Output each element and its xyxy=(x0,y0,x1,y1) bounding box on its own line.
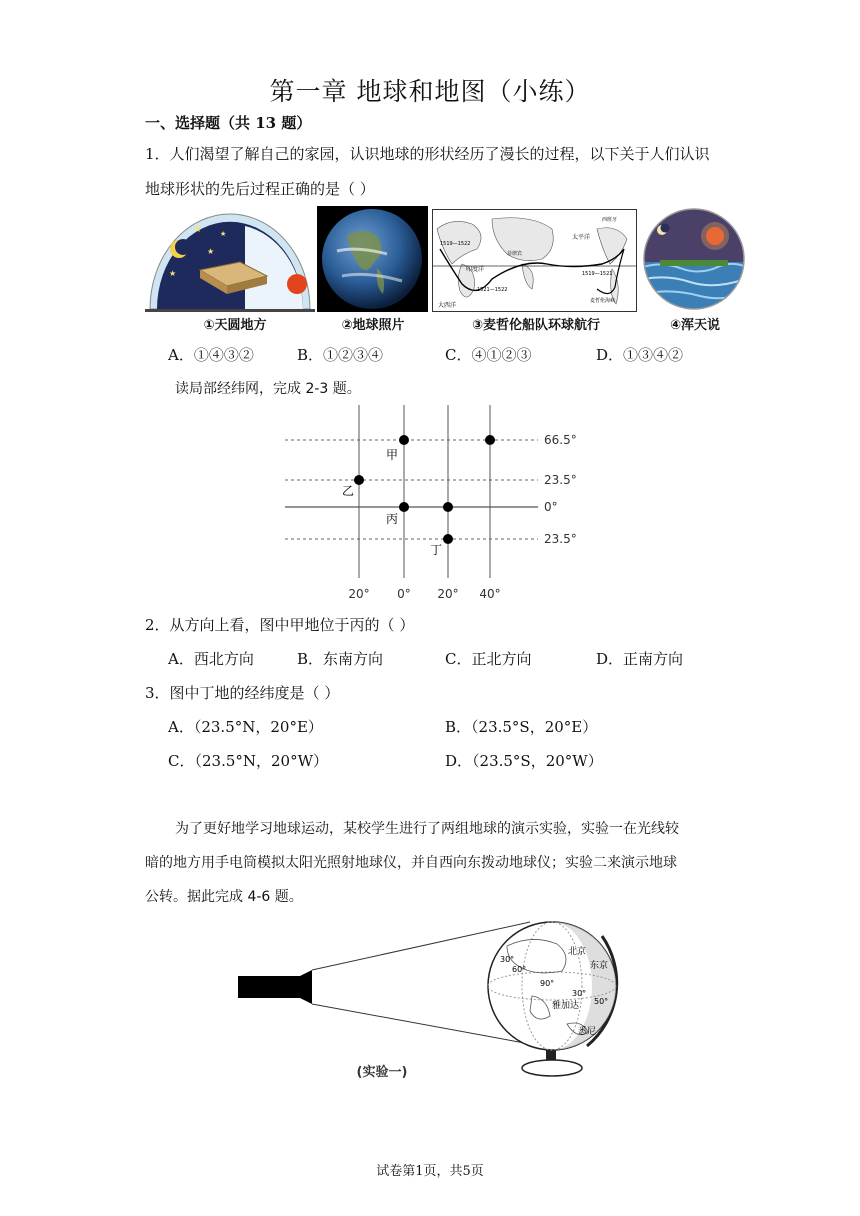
q1-option-a[interactable]: A．①④③② xyxy=(168,346,254,364)
map-label-strait: 麦哲伦海峡 xyxy=(590,298,616,304)
globe-base xyxy=(522,1060,582,1076)
q3-option-a[interactable]: A．（23.5°N，20°E） xyxy=(168,718,323,736)
globe-label-60: 60° xyxy=(512,965,527,974)
section-heading: 一、选择题（共 13 题） xyxy=(145,114,312,132)
label-yi: 乙 xyxy=(342,484,355,498)
q1-stem-line1: 1．人们渴望了解自己的家园，认识地球的形状经历了漫长的过程，以下关于人们认识 xyxy=(145,145,710,163)
q2-option-b[interactable]: B．东南方向 xyxy=(297,650,384,668)
caption-4: ④浑天说 xyxy=(669,318,720,333)
globe-label-sydney: 悉尼 xyxy=(578,1027,597,1037)
lon-label-0: 0° xyxy=(397,587,411,601)
globe-label-50: 50° xyxy=(594,997,609,1006)
globe-label-30b: 30° xyxy=(572,989,587,998)
point-yi xyxy=(354,475,364,485)
point-ding xyxy=(443,534,453,544)
lat-label-23-5n: 23.5° xyxy=(544,473,577,487)
map-label-years-c: 1519—1521 xyxy=(582,271,613,277)
q3-stem: 3．图中丁地的经纬度是（ ） xyxy=(145,684,340,702)
map-label-spain: 西班牙 xyxy=(602,217,618,223)
globe-label-beijing: 北京 xyxy=(568,947,587,957)
map-label-philippines: 菲律宾 xyxy=(507,251,523,257)
q2-stem: 2．从方向上看，图中甲地位于丙的（ ） xyxy=(145,616,415,634)
point-jia xyxy=(399,435,409,445)
page-footer: 试卷第1页，共5页 xyxy=(376,1164,484,1179)
lat-label-66-5: 66.5° xyxy=(544,433,577,447)
map-label-pacific: 太平洋 xyxy=(572,234,591,241)
globe-label-tokyo: 东京 xyxy=(590,961,609,971)
intro-4-6-line1: 为了更好地学习地球运动，某校学生进行了两组地球的演示实验，实验一在光线较 xyxy=(175,821,679,837)
flashlight-body xyxy=(238,976,300,998)
lon-label-20e: 20° xyxy=(437,587,459,601)
q2-option-c[interactable]: C．正北方向 xyxy=(445,650,532,668)
point-bing xyxy=(399,502,409,512)
page-title: 第一章 地球和地图（小练） xyxy=(269,77,591,106)
q3-option-d[interactable]: D．（23.5°S，20°W） xyxy=(445,752,603,770)
experiment-caption: (实验一) xyxy=(356,1065,408,1080)
q2-option-a[interactable]: A．西北方向 xyxy=(168,650,254,668)
q3-option-c[interactable]: C．（23.5°N，20°W） xyxy=(168,752,329,770)
lat-label-23-5s: 23.5° xyxy=(544,532,577,546)
q1-option-d[interactable]: D．①③④② xyxy=(596,346,684,364)
caption-1: ①天圆地方 xyxy=(203,318,267,333)
magellan-route-map xyxy=(432,209,637,312)
label-jia: 甲 xyxy=(386,448,399,462)
graticule-figure xyxy=(280,400,590,608)
q3-option-b[interactable]: B．（23.5°S，20°E） xyxy=(445,718,598,736)
map-label-years-b: 1521—1522 xyxy=(477,287,508,293)
q1-stem-line2: 地球形状的先后过程正确的是（ ） xyxy=(145,180,375,198)
intro-4-6-line3: 公转。据此完成 4-6 题。 xyxy=(145,889,303,905)
intro-4-6-line2: 暗的地方用手电筒模拟太阳光照射地球仪，并自西向东拨动地球仪；实验二来演示地球 xyxy=(145,855,677,871)
flashlight-head xyxy=(300,970,312,1004)
point-0-20 xyxy=(443,502,453,512)
globe-experiment-figure xyxy=(232,916,632,1084)
globe-label-30a: 30° xyxy=(500,955,515,964)
label-bing: 丙 xyxy=(386,512,399,526)
huntian-figure xyxy=(640,206,748,312)
caption-2: ②地球照片 xyxy=(341,318,405,333)
caption-3: ③麦哲伦船队环球航行 xyxy=(471,318,600,333)
globe-label-jakarta: 雅加达 xyxy=(552,1001,580,1011)
lat-label-0: 0° xyxy=(544,500,558,514)
map-label-atlantic: 大西洋 xyxy=(438,302,457,309)
map-label-years-a: 1519—1522 xyxy=(440,241,471,247)
lon-label-20w: 20° xyxy=(348,587,370,601)
tianyuan-difang-figure xyxy=(145,206,315,312)
globe-label-90: 90° xyxy=(540,979,555,988)
earth-photo xyxy=(317,206,428,312)
svg-text:★: ★ xyxy=(220,230,227,238)
svg-text:★: ★ xyxy=(193,224,202,235)
label-ding: 丁 xyxy=(430,543,443,557)
svg-text:★: ★ xyxy=(169,269,177,278)
intro-2-3: 读局部经纬网，完成 2-3 题。 xyxy=(175,381,361,397)
lon-label-40e: 40° xyxy=(479,587,501,601)
q1-option-b[interactable]: B．①②③④ xyxy=(297,346,384,364)
map-label-indian: 印度洋 xyxy=(466,266,485,273)
svg-text:★: ★ xyxy=(207,247,215,256)
q1-option-c[interactable]: C．④①②③ xyxy=(445,346,532,364)
point-66-40 xyxy=(485,435,495,445)
q2-option-d[interactable]: D．正南方向 xyxy=(596,650,684,668)
